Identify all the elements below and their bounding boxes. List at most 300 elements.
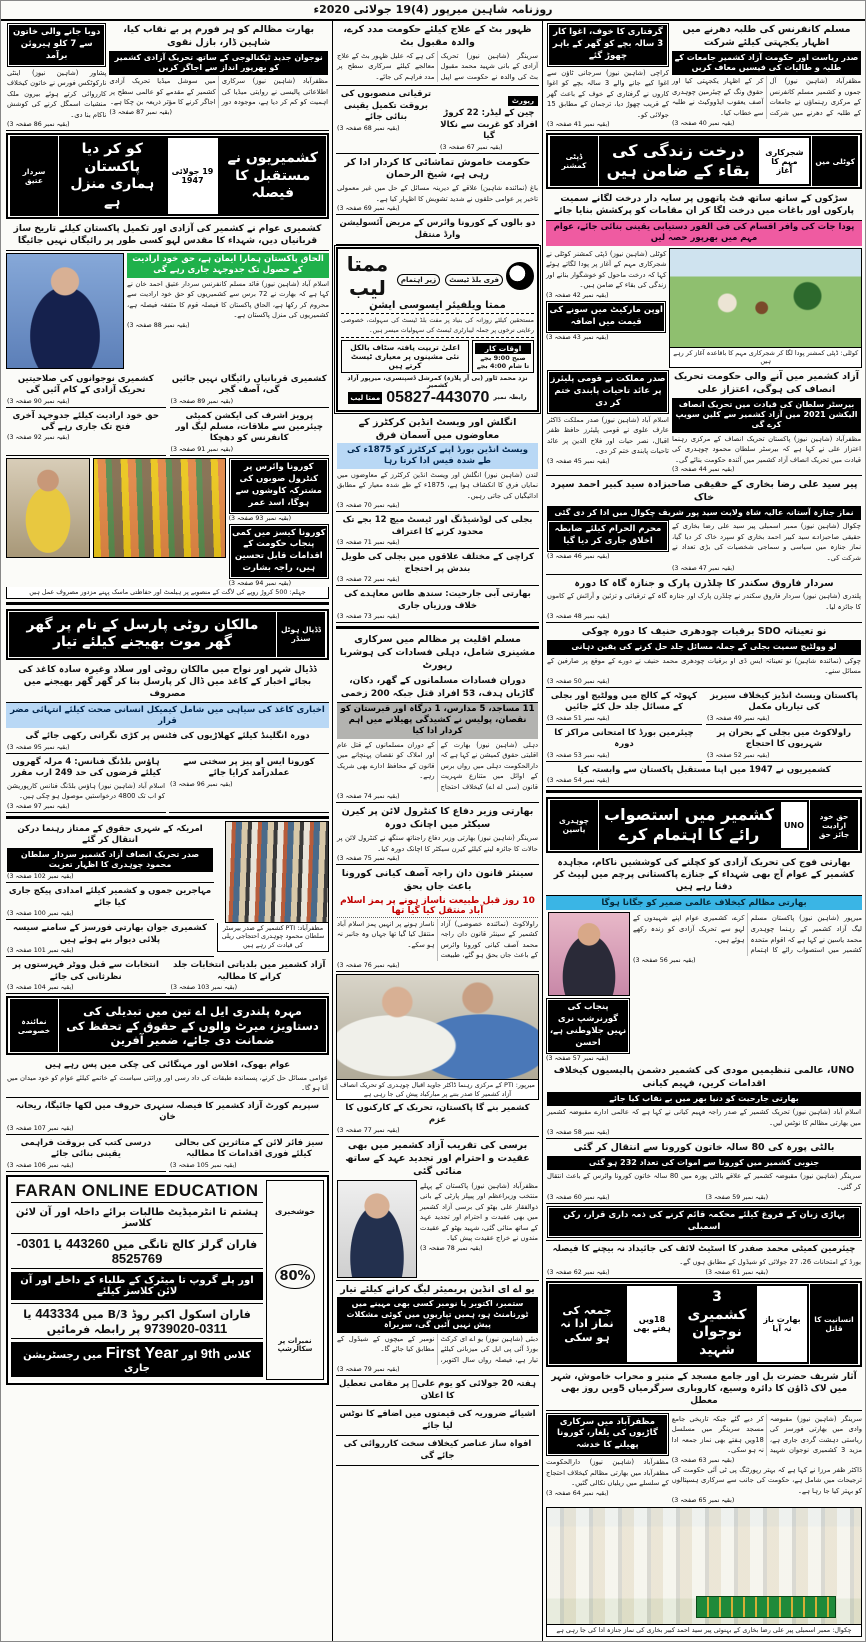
headline: آزاد کشمیر میں بلدیاتی انتخابات جلد کرانے کا مطالبہ — [173, 960, 326, 982]
banner-badge: بھارت باز نہ آیا — [757, 1286, 807, 1362]
body-text: مظفرآباد (شاہین نیوز) دارالحکومت مظفرآباد میں بھارتی مظالم کیخلاف احتجاج کے سلسلے میں ریلیاں نکالی گئیں۔ — [546, 1458, 669, 1488]
banner-side-left: چوہدری یاسین — [549, 800, 599, 850]
continuation-ref: (بقیہ نمبر 90 صفحہ 3) — [7, 397, 70, 405]
banner-kashmir-1947 — [6, 133, 329, 219]
article-balti — [546, 1139, 862, 1204]
banner-subline: ڈڈیال شہر اور نواح میں مالکان روٹی اور سلاد وغیرہ سادہ کاغذ کی بجائے اخبار کے کاغذ میں ڈال کر پارسل بنا کر گھر گھر بھیجنے میں مصروف — [6, 662, 329, 703]
continuation-ref: (بقیہ نمبر 48 صفحہ 3) — [547, 613, 610, 621]
uno-label: UNO — [781, 802, 807, 848]
pti-congrats-photo-block — [336, 974, 539, 1100]
body-text: ڈاکٹر ظفر مرزا نے کہا ہے کہ بہتر رپورٹنگ پی ٹی آئی حکومت کی ترجیحات میں شامل ہے، حکومت کی جانب سے سرکاری ہسپتالوں کو بہتر کیا جا رہا ہے۔ — [671, 1465, 862, 1495]
headline: کراچی کے مختلف علاقوں میں بجلی کی طویل بندش پر احتجاج — [341, 552, 534, 574]
trees-side-col — [546, 248, 666, 368]
headline: انگلش اور ویسٹ انڈین کرکٹرز کے معاوضوں میں آسمان فرق — [358, 416, 517, 441]
left-band-dadyal — [6, 602, 329, 729]
highlight-strip-gray: 11 مساجد، 5 مدارس، 1 درگاہ اور قبرستان کو نقصان، پولیس نے کشیدگی پھیلانے میں اہم کردار ادا کیا — [337, 703, 538, 739]
black-headline-open-market: اوپن مارکیٹ میں سونے کی قیمت میں اضافہ — [546, 301, 666, 333]
continuation-ref: (بقیہ نمبر 61 صفحہ 3) — [705, 1269, 769, 1277]
black-headline: محرم الحرام کیلئے ضابطہ اخلاق جاری کر دیا گیا — [547, 520, 669, 552]
photo-caption: جہلم: 500 کروڑ روپے کی لاگت کے منصوبے پر ہیلمٹ اور حفاظتی ماسک پہنے مزدور مصروف عمل ہیں — [6, 587, 329, 599]
coffin-shape — [696, 1596, 836, 1618]
headline: ہاؤس بلڈنگ فنانس: 4 مرلہ گھروں کیلئے قرضوں کی حد 249 ارب مقرر — [11, 756, 161, 779]
body-text: اسلام آباد (شاہین نیوز) قائد مسلم کانفرنس سردار عتیق احمد خان نے کہا ہے کہ بھارت نے 72 برس سے کشمیریوں کو حق خود ارادیت سے محروم کر رکھا ہے، الحاق پاکستان کا فیصلہ قوم کا متفقہ فیصلہ ہے، کشمیریوں کی منزل پاکستان ہے۔ — [127, 279, 329, 320]
continuation-ref: (بقیہ نمبر 43 صفحہ 3) — [546, 333, 609, 341]
mumtaz-lab-name: ممتا لیب — [346, 252, 389, 301]
continuation-ref: (بقیہ نمبر 68 صفحہ 3) — [337, 124, 400, 132]
banner-qatil — [546, 1281, 862, 1367]
lead-row — [6, 253, 329, 369]
faran-line2-pre: فاران گرلز کالج تانگی میں — [113, 1237, 258, 1251]
banner-side-right: ڈڈیال ہوٹل سنڈر — [276, 612, 326, 657]
continuation-ref: (بقیہ نمبر 73 صفحہ 3) — [337, 612, 400, 620]
continuation-ref: (بقیہ نمبر 91 صفحہ 3) — [170, 445, 234, 453]
working-hours-box — [472, 340, 534, 373]
article-97 — [6, 754, 166, 813]
headline: چیئرمین بورڈ کا امتحانی مراکز کا دورہ — [554, 727, 694, 750]
banner-headline: مہرہ پلندری ایل اے تین میں تبدیلی کی دستاویز، میرٹ والوں کے حقوق کے تحفظ کی ضمانت دی جائے، ضمیر آفرین — [66, 1004, 319, 1047]
continuation-ref: (بقیہ نمبر 45 صفحہ 3) — [547, 457, 610, 465]
continuation-ref: (بقیہ نمبر 102 صفحہ 3) — [7, 873, 74, 881]
body-text: دہلی (شاہین نیوز) بھارت کے اقلیتی حقوق کمیشن نے کہا ہے کہ دارالحکومت دہلی میں رواں برس کے اوائل میں متنازع شہریت قانون (سی اے اے) کیخلاف احتجاج کے دوران مسلمانوں کے قتل عام اور املاک کو نقصان پہنچانے میں قانون کے محافظ ادارے بھی شریک رہے۔ — [337, 740, 538, 791]
article-pahari — [546, 1204, 862, 1241]
black-headline: صدر مملکت نے قومی پلیئرز پر عائد تاحیات پابندی ختم کر دی — [547, 370, 669, 414]
continuation-ref: (بقیہ نمبر 105 صفحہ 3) — [170, 1161, 237, 1169]
highlight-strip-blue: اخباری کاغذ کی سیاہی میں شامل کیمیکل انسانی صحت کیلئے انتہائی مضر قرار — [6, 703, 329, 728]
article-49 — [706, 688, 862, 725]
scholarship-note: نمبرات پر سکالرشپ — [277, 1336, 313, 1353]
article-106 — [6, 1135, 166, 1172]
trees-photo-wrap — [669, 248, 862, 368]
mumtaz-address: نزد محمد ٹاور (بی آر پلازہ) کمرشل ڈسپنسری، میرپور آزاد کشمیر — [347, 374, 528, 389]
body-text: لندن (شاہین نیوز) انگلش اور ویسٹ انڈین کرکٹرز کے معاوضوں میں نمایاں فرق کا انکشاف ہوا ہے، 1875ء کے طے شدہ معیار کے مطابق ادائیگیاں کی جاتی رہیں۔ — [337, 470, 538, 500]
article-107 — [6, 1098, 329, 1135]
article-92 — [6, 408, 166, 456]
or-word: یا — [53, 1237, 63, 1251]
workers-crowd-photo — [93, 458, 226, 558]
article-71 — [336, 512, 539, 549]
article-us-leader — [6, 821, 214, 884]
headline: بھارتی وزیر دفاع کا کنٹرول لائن پر کیرن سیکٹر میں اچانک دورہ — [341, 806, 534, 831]
faran-line3-post: پر رابطہ فرمائیں — [46, 1322, 141, 1336]
continuation-ref: (بقیہ نمبر 64 صفحہ 3) — [546, 1489, 609, 1497]
article-87 — [109, 23, 328, 128]
body-text: سرینگر (شاہین نیوز) بھارتی وزیر دفاع راجناتھ سنگھ نے کنٹرول لائن پر حالات کا جائزہ لینے کیلئے کیرن سیکٹر کا اچانک دورہ کیا۔ — [337, 834, 538, 853]
banner-side-right: انسانیت کا قاتل — [809, 1284, 859, 1364]
headline: پرویز اشرف کی ایکشن کمیٹی چیئرمین سے ملاقات، مسلم لیگ اور کانفرنس کو دھچکا — [175, 410, 324, 444]
continuation-ref: (بقیہ نمبر 78 صفحہ 3) — [420, 1244, 483, 1252]
sub-headline-bar: صدر تحریک انصاف آزاد کشمیر سردار سلطان محمود چوہدری کا اظہار تعزیت — [7, 848, 213, 873]
headline: پاکستان ویسٹ انڈیز کیخلاف سیریز کی تیاریاں مکمل — [710, 690, 858, 713]
headline: حق خود ارادیت کیلئے جدوجہد آخری فتح تک جاری رہے گی — [12, 410, 159, 433]
headline: حکومت خاموش تماشائی کا کردار ادا کر رہی ہے، شیخ الرحمان — [344, 156, 531, 181]
sub-headline-bar: بھارتی جارحیت کو دنیا بھر میں بے نقاب کیا جائے — [547, 1092, 861, 1106]
black-headline-governor: پنجاب کی گورنرشپ نری نہیں جلاوطنی ہے، احسن — [546, 998, 630, 1054]
mumtaz-side-label: ممتا لیب — [350, 393, 381, 402]
good-news-label: خوشخبری — [275, 1206, 315, 1216]
body-text: پشاور (شاہین نیوز) اینٹی نارکوٹکس فورس نے خاتون کیخلاف کارروائی کرتے ہوئے بیرون ملک منشیات اسمگل کرنے کی کوشش ناکام بنا دی۔ — [7, 68, 107, 119]
banner-side-left: سردار عتیق — [9, 136, 59, 216]
continuation-ref: (بقیہ نمبر 93 صفحہ 3) — [228, 514, 292, 522]
article-bukhari — [546, 476, 862, 574]
banner-mehra — [6, 996, 329, 1055]
highlight-strip-green: الحاق پاکستان ہمارا ایمان ہے، حق خود ارادیت کے حصول تک جدوجہد جاری رہے گی — [127, 253, 329, 278]
column-right — [543, 21, 865, 1641]
mumtaz-phone-number: 05827-443070 — [386, 388, 490, 406]
continuation-ref: (بقیہ نمبر 100 صفحہ 3) — [7, 910, 74, 918]
hours-label: اوقات کار — [475, 343, 531, 354]
rally-row — [6, 821, 329, 958]
photo-caption: کوٹلی: ڈپٹی کمشنر پودا لگا کر شجرکاری مہم کا باقاعدہ آغاز کر رہے ہیں — [669, 348, 862, 368]
right-small-articles — [546, 688, 862, 787]
body-text: میرپور (شاہین نیوز) پاکستان مسلم لیگ آزاد کشمیر کے رہنما چوہدری محمد یاسین نے کہا ہے کہ اقوام متحدہ کشمیر میں استصواب رائے کا اہتمام کرے، کشمیری عوام اپنے شہیدوں کے لہو سے تحریک آزادی کو زندہ رکھے ہوئے ہیں۔ — [633, 914, 862, 955]
continuation-ref: (بقیہ نمبر 76 صفحہ 3) — [337, 961, 400, 969]
continuation-ref: (بقیہ نمبر 62 صفحہ 3) — [547, 1269, 610, 1277]
black-headline-asad-umar: کورونا وائرس پر کنٹرول صوبوں کی مشترکہ کاوشوں سے ہوگا، اسد عمر — [229, 458, 329, 514]
red-subline: 10 روز قبل طبیعت ناساز ہونے پر پمز اسلام آباد منتقل کیا گیا تھا — [337, 895, 538, 918]
highlight-strip-cyan: بھارتی مظالم کیخلاف عالمی ضمیر کو جگانا ہوگا — [546, 896, 862, 910]
continuation-ref: (بقیہ نمبر 53 صفحہ 3) — [547, 751, 610, 759]
zair-ehtimam-tag: زیر اہتمام — [397, 274, 440, 286]
article-sdo — [546, 623, 862, 687]
headline: عوام بھوک، افلاس اور مہنگائی کی چکی میں پس رہے ہیں — [44, 1060, 291, 1071]
continuation-ref: (بقیہ نمبر 59 صفحہ 3) — [705, 1194, 769, 1202]
headline: پیر سید علی رضا بخاری کے حقیقی صاحبزادہ سید کبیر احمد سپرد خاک — [550, 479, 858, 504]
article-89 — [170, 371, 330, 408]
sardar-attique-portrait-photo — [6, 253, 124, 369]
quality-note: اعلیٰ تربیت یافتہ سٹاف بالکل نئی مشینوں پر معیاری ٹیسٹ کرتے ہیں — [341, 340, 469, 373]
black-headline: دوبا جانے والی خاتون سے 7 کلو ہیروئن برآمد — [7, 23, 106, 67]
continuation-ref: (بقیہ نمبر 94 صفحہ 3) — [228, 580, 292, 588]
article-90 — [6, 371, 166, 408]
sub-headline: دوران فسادات مسلمانوں کے گھر، دکان، گاڑیاں ہدف، 53 افراد قتل جبکہ 200 زخمی — [337, 673, 538, 702]
photo-caption: میرپور: PTI کے مرکزی رہنما ڈاکٹر جاوید اقبال چوہدری کو تحریک انصاف آزاد کشمیر کا صدر بننے پر مبارکباد پیش کی جا رہی ہے — [336, 1080, 539, 1100]
middle-band-delhi — [336, 626, 539, 972]
right-row-pti — [546, 368, 862, 476]
photo-caption: مظفرآباد: PTI کشمیر کے صدر بیرسٹر سلطان محمود چوہدری احتجاجی ریلی کی قیادت کر رہے ہیں — [217, 923, 329, 952]
mumtaz-org-name: ممتا ویلفیئر ایسوسی ایشن — [341, 300, 534, 314]
headline: کشمیری قربانیاں رائیگاں نہیں جائیں گی، آصف گجر — [171, 373, 327, 396]
or-word: یا — [23, 1307, 32, 1321]
faran-school-line — [11, 1303, 263, 1339]
headline: چین کے لیڈر: 22 کروڑ افراد کو غربت سے نکالا گیا — [440, 108, 538, 142]
banner-dadyal — [6, 609, 329, 660]
continuation-ref: (بقیہ نمبر 46 صفحہ 3) — [547, 553, 610, 561]
headline: مسلم اقلیت پر مظالم میں سرکاری مشینری شامل، دہلی فسادات کی ہوشربا رپورٹ — [339, 633, 536, 671]
hours-evening: تا شام 4:00 بجے — [476, 361, 530, 370]
continuation-ref: (بقیہ نمبر 47 صفحہ 3) — [671, 564, 735, 572]
article-muharram — [547, 520, 669, 571]
headline: اشیائے ضروریہ کی قیمتوں میں اضافے کا نوٹس لیا جائے — [339, 1409, 536, 1431]
body-text: چوکی (نمائندہ شاہین) نو تعیناتہ ایس ڈی او برقیات چودھری محمد حنیف نے دورے کے موقع پر صارفین کے مسائل سنے۔ — [547, 656, 861, 676]
banner-kicker: شجرکاری مہم کا آغاز — [759, 138, 809, 184]
body-text: سرینگر (شاہین نیوز) مقبوضہ وادی میں بھارتی فورسز کی ریاستی دہشت گردی جاری ہے، مزید 3 کشمیری نوجوان شہید کر دیے گئے جبکہ تاریخی جامع مسجد سرینگر میں مسلسل 18ویں ہفتے بھی نماز جمعہ ادا نہ ہو سکی۔ — [671, 1414, 863, 1455]
headline: افواہ ساز عناصر کیخلاف سخت کارروائی کی جائے گی — [343, 1439, 532, 1461]
rally-photo-wrap — [217, 821, 329, 958]
article-54 — [546, 762, 862, 787]
article-sheikh — [336, 154, 539, 216]
rally-side-articles — [6, 821, 214, 958]
article-72 — [336, 549, 539, 586]
headline: سیز فائر لائن کے متاثرین کی بحالی کیلئے فوری اقدامات کا مطالبہ — [174, 1137, 324, 1160]
continuation-ref: (بقیہ نمبر 86 صفحہ 3) — [7, 121, 70, 129]
column-middle — [333, 21, 543, 1641]
faran-phone-4: 0311-9739020 — [144, 1320, 228, 1336]
bilawal-portrait-photo — [337, 1180, 417, 1278]
article-68 — [336, 86, 436, 153]
continuation-ref: (بقیہ نمبر 106 صفحہ 3) — [7, 1161, 74, 1169]
banner-headline: کشمیریوں نے مستقبل کا فیصلہ — [227, 150, 318, 202]
banner-subline: سڑکوں کے ساتھ ساتھ فٹ پاتھوں پر سایہ دار درخت لگانے سمیت پارکوں اور باغات میں درخت لگا کر ان مقامات کو پرکشش بنایا جائے — [546, 191, 862, 220]
headline: بالٹی پورہ کی 80 سالہ خاتون کورونا سے انتقال کر گئی — [573, 1142, 835, 1154]
banner-subline: بھارتی فوج کی تحریک آزادی کو کچلنے کی کوششیں ناکام، مجاہدہ کشمیر کے عوام آج بھی شہداء کے جنازے پاکستانی پرچم میں لپیٹ کر دفنا رہے ہیں — [546, 855, 862, 896]
body-text: اسلام آباد (شاہین نیوز) صدر مملکت ڈاکٹر عارف علوی نے قومی پلیئرز حافظ ظفر اقبال، نصر حیات اور فلاح الدین پر عائد تاحیات پابندی ختم کر دی۔ — [547, 415, 669, 456]
body-text: سرینگر (شاہین نیوز) مقبوضہ کشمیر کے علاقے بالٹی پورہ میں 80 سالہ خاتون کورونا وائرس کے باعث انتقال کر گئی۔ — [547, 1172, 861, 1191]
headline: کہوٹہ کے کالج میں وولٹیج اور بجلی کے مسائل جلد حل کئے جائیں — [550, 690, 698, 713]
sub-headline-bar: ستمبر، اکتوبر یا نومبر کسی بھی مہینے میں ٹورنامنٹ ہو، ہمیں تیاریوں میں کوئی مشکلات پیش نہیں آئیں گی، سربراہ — [337, 1297, 538, 1332]
continuation-ref: (بقیہ نمبر 41 صفحہ 3) — [547, 121, 610, 129]
highlight-strip-blue: ویسٹ انڈین بورڈ اپنے کرکٹرز کو 1875ء کی طے شدہ فیس ادا کرتا رہا — [337, 443, 538, 468]
headline: انتخابات سے قبل ووٹر فہرستوں پر نظرثانی کی جائے — [12, 960, 159, 982]
continuation-ref: (بقیہ نمبر 72 صفحہ 3) — [337, 576, 400, 584]
faran-registration-bar — [11, 1342, 263, 1377]
article-ipl — [336, 1281, 539, 1377]
headline: سینئر قانون دان راجہ آصف کیانی کورونا باعث جاں بحق — [341, 868, 534, 892]
body-text: اسلام آباد (شاہین نیوز) تحریک کشمیر کے صدر راجہ فہیم کیانی نے کہا ہے کہ عالمی ادارے مقبوضہ کشمیر میں بھارتی مظالم کا نوٹس لیں۔ — [547, 1108, 861, 1127]
continuation-ref: (بقیہ نمبر 63 صفحہ 3) — [671, 1456, 735, 1464]
continuation-ref: (بقیہ نمبر 54 صفحہ 3) — [547, 777, 610, 784]
continuation-ref: (بقیہ نمبر 69 صفحہ 3) — [337, 205, 400, 213]
body-text: مظفرآباد (شاہین نیوز) آل جموں و کشمیر مسلم کانفرنس کے مرکزی رہنماؤں نے جامعات کے طلبہ کے دھرنے میں شرکت کر کے اظہار یکجہتی کیا اور حقوق ونگ کے چیئرمین چوہدری آصف یعقوب ایڈووکیٹ نے طلبہ سے خطاب کیا۔ — [671, 77, 861, 117]
continuation-ref: (بقیہ نمبر 88 صفحہ 3) — [127, 321, 190, 329]
continuation-ref: (بقیہ نمبر 103 صفحہ 3) — [170, 984, 238, 992]
headline: کورونا ایس او پیز پر سختی سے عملدرآمد کرایا جائے — [183, 756, 315, 779]
continuation-ref: (بقیہ نمبر 40 صفحہ 3) — [671, 119, 735, 127]
sub-headline-bar: بیرسٹر سلطان کی قیادت میں تحریک انصاف الیکشن 2021 میں آزاد کشمیر سے کلین سویپ کرے گی — [672, 398, 861, 433]
ad-mumtaz-lab — [337, 248, 538, 411]
faran-phone-3: 443334 — [35, 1305, 79, 1321]
left-band-rally — [6, 816, 329, 995]
headline: UNO، عالمی تنظیمیں مودی کی کشمیر دشمن پالیسیوں کیخلاف اقدامات کریں، فہیم کیانی — [553, 1065, 855, 1089]
headline: برسی کی تقریب آزاد کشمیر میں بھی عقیدت و احترام اور تجدید عہد کے ساتھ منائی گئی — [345, 1140, 530, 1177]
continuation-ref: (بقیہ نمبر 107 صفحہ 3) — [7, 1124, 74, 1132]
banner-headline-tail: جمعہ کی نماز ادا نہ ہو سکی — [560, 1303, 614, 1345]
continuation-ref: (بقیہ نمبر 49 صفحہ 3) — [707, 714, 770, 722]
janazah-photo-block — [546, 1507, 862, 1637]
article-isolation — [336, 215, 539, 245]
continuation-ref: (بقیہ نمبر 101 صفحہ 3) — [7, 947, 74, 955]
article-muslim-conference — [672, 23, 861, 128]
continuation-ref: (بقیہ نمبر 87 صفحہ 3) — [109, 109, 172, 116]
headline: بجلی کی لوڈشیڈنگ اور ٹیسٹ میچ 12 بجے تک محدود کرنے کا اعتراف — [342, 515, 533, 537]
article-president — [547, 370, 669, 473]
continuation-ref: (بقیہ نمبر 75 صفحہ 3) — [337, 855, 400, 863]
uno-body — [633, 912, 862, 1062]
black-headline-basharat: کورونا کیسز میں کمی پنجاب حکومت کے اقدامات قابل تحسین ہیں، راجہ بشارت — [229, 524, 329, 580]
sub-headline-bar: نماز جنازہ آستانہ عالیہ شاہ ولایت سید پور شریف چکوال میں ادا کر دی گئی — [547, 506, 861, 520]
faran-line1: ہشتم تا انٹرمیڈیٹ طالبات برائے داخلہ اور آن لائن کلاسز — [15, 1206, 259, 1229]
pti-rally-photo — [225, 821, 329, 923]
banner-side-right: کوٹلی میں — [811, 136, 859, 186]
continuation-ref: (بقیہ نمبر 44 صفحہ 3) — [671, 466, 735, 474]
uno-photo-col — [546, 912, 630, 1062]
headline: درسی کتب کی بروقت فراہمی یقینی بنائی جائے — [20, 1137, 152, 1160]
black-headline: گرفتاری کا خوف، اغوا کار 3 سالہ بچے کو گھر کے باہر چھوڑ گئے — [547, 23, 669, 67]
headline: کشمیریوں نے 1947 میں اپنا مستقبل پاکستان سے وابستہ کیا — [577, 764, 831, 775]
article-kidnap — [547, 23, 669, 128]
headline: کشمیری نوجوانوں کی صلاحیتیں تحریک آزادی کے کام آئیں گی — [17, 373, 154, 396]
sub-headline-bar: جنوبی کشمیر میں کورونا سے اموات کی تعداد 232 ہو گئی — [547, 1156, 861, 1170]
article-farooq — [546, 575, 862, 624]
headline: سردار فاروق سکندر کا چلڈرن پارک و جنازہ گاہ کا دورہ — [574, 577, 834, 589]
qatil-body — [672, 1413, 862, 1505]
article-rumors — [336, 1436, 539, 1466]
article-73 — [336, 586, 539, 623]
right-top-row — [546, 21, 862, 131]
article-103 — [170, 957, 330, 994]
article-pti-azad — [672, 370, 861, 473]
body-text: باغ (نمائندہ شاہین) علاقے کے دیرینہ مسائل کے حل میں غیر معمولی تاخیر پر عوامی حلقوں نے شدید تشویش کا اظہار کیا ہے۔ — [337, 184, 538, 203]
black-headline: مظفرآباد میں سرکاری گاڑیوں کی یلغار، کورونا پھیلنے کا خدشہ — [546, 1413, 669, 1457]
headline: ہفتہ 20 جولائی کو یوم علیؓ پر مقامی تعطیل کا اعلان — [339, 1379, 536, 1401]
faran-phone-2: 0301-8525769 — [16, 1235, 163, 1266]
article-77 — [336, 1100, 539, 1137]
left-small-articles-1 — [6, 371, 329, 456]
continuation-ref: (بقیہ نمبر 71 صفحہ 3) — [337, 539, 400, 547]
faran-scholarship-box — [266, 1180, 324, 1380]
continuation-ref: (بقیہ نمبر 60 صفحہ 3) — [547, 1194, 610, 1202]
continuation-ref: (بقیہ نمبر 95 صفحہ 3) — [7, 743, 70, 751]
headline: دو بالوں کے کورونا وائرس کے مریض آئسولیشن وارڈ منتقل — [339, 218, 536, 240]
article-53 — [546, 725, 702, 762]
headline: راولاکوٹ میں بجلی کے بحران پر شہریوں کا احتجاج — [717, 727, 851, 750]
continuation-ref: (بقیہ نمبر 50 صفحہ 3) — [547, 677, 610, 685]
article-51 — [546, 688, 702, 725]
faran-phone-1: 443260 — [65, 1235, 110, 1251]
bukhari-body — [672, 520, 861, 571]
article-awam — [6, 1057, 329, 1098]
article-prices — [336, 1406, 539, 1436]
class-word: کلاس — [223, 1349, 251, 1361]
first-year-label: First Year — [105, 1344, 179, 1362]
headline: مسلم کانفرنس کی طلبہ دھرنے میں اظہار یکجہتی کیلئے شرکت — [682, 24, 851, 48]
faran-girls-college-line — [11, 1233, 263, 1269]
article-delhi-riots — [336, 631, 539, 804]
continuation-ref: (بقیہ نمبر 74 صفحہ 3) — [337, 793, 400, 801]
funeral-prayer-photo — [546, 1507, 862, 1625]
article-zahoor — [336, 21, 539, 86]
body-text: بورڈ کے امتحانات 26، 27 جولائی کو شیڈول کے مطابق ہوں گے۔ — [679, 1257, 861, 1266]
scholarship-percent: 80% — [275, 1264, 314, 1289]
continuation-ref: (بقیہ نمبر 79 صفحہ 3) — [337, 1366, 400, 1374]
highlight-strip-pink: پودا جات کی وافر اقسام کی فی الفور دستیابی یقینی بنائی جائے، عوام مہم میں بھرپور حصہ لیں — [546, 221, 862, 246]
phone-label: رابطہ نمبر — [493, 394, 527, 402]
yasin-portrait-photo — [548, 912, 630, 996]
continuation-ref: (بقیہ نمبر 56 صفحہ 3) — [633, 956, 696, 964]
uno-row — [546, 912, 862, 1062]
tree-planting-photo — [669, 248, 862, 348]
headline: کشمیری جوان بھارتی فورسز کے سامنے سیسہ پلائی دیوار بنے ہوئے ہیں — [13, 923, 207, 945]
banner-subline: کشمیری عوام نے کشمیر کی آزادی اور تکمیل پاکستان کیلئے تاریخ ساز قربانیاں دیں، شہداء کا مقدس لہو کسی طور پر رائیگاں نہیں جائیگا — [6, 221, 329, 250]
banner-headline: درخت زندگی کی بقاء کے ضامن ہیں — [606, 141, 750, 181]
banner-uno — [546, 797, 862, 853]
article-muzaffarabad — [546, 1413, 669, 1505]
body-text: چکوال (شاہین نیوز) ممبر اسمبلی پیر سید علی رضا بخاری کے حقیقی صاحبزادے سید کبیر احمد بخاری کو سپرد خاک کر دیا گیا، نماز جنازہ میں سیاسی و سماجی شخصیات کی بڑی تعداد نے شرکت کی۔ — [671, 522, 861, 562]
banner-headline: کشمیر میں استصواب رائے کا اہتمام کرے — [604, 805, 774, 844]
continuation-ref: (بقیہ نمبر 52 صفحہ 3) — [707, 751, 770, 759]
trees-photo-row — [546, 248, 862, 368]
lead-body-col — [127, 253, 329, 369]
article-barsi — [336, 1137, 539, 1280]
continuation-ref: (بقیہ نمبر 67 صفحہ 3) — [440, 143, 503, 151]
article-52 — [706, 725, 862, 762]
banner-side-left: ڈپٹی کمشنر — [549, 136, 599, 186]
headline: ظہور بٹ کے علاج کیلئے حکومت مدد کرے، والدہ مقبول بٹ — [343, 24, 532, 48]
body-text: پلندری (شاہین نیوز) سردار فاروق سکندر نے چلڈرن پارک اور جنازہ گاہ کے ترقیاتی و تزئین و آرائش کے کاموں کا جائزہ لیا۔ — [547, 592, 861, 611]
headline: امریکہ کے شہری حقوق کے ممتاز رہنما درکن انتقال کر گئے — [17, 823, 203, 846]
hours-morning: صبح 9:00 بجے — [480, 353, 526, 362]
two-men-flowers-photo — [336, 974, 539, 1080]
ad-faran-online-education — [6, 1175, 329, 1385]
continuation-ref: (بقیہ نمبر 42 صفحہ 3) — [546, 291, 609, 299]
headline: چیئرمین کمیٹی محمد صفدر کا اسٹیٹ لائف کی جائیداد نہ بیچنے کا فیصلہ — [552, 1244, 856, 1255]
headline: سپریم کورٹ آزاد کشمیر کا فیصلہ سنہری حروف میں لکھا جائیگا، ریحانہ خان — [15, 1100, 320, 1123]
headline: کشمیر بنے گا پاکستان، تحریک کے کارکنوں کا عزم — [345, 1103, 530, 1125]
headline: بھارتی آبی جارحیت: سندھ طاس معاہدے کی خلاف ورزیاں جاری — [344, 589, 531, 611]
banner-side-left: نمائندہ خصوصی — [9, 999, 59, 1052]
sub-headline-bar: صدر ریاست اور حکومت آزاد کشمیر جامعات کے طلبہ و طالبات کی فیسیں معاف کریں — [672, 51, 861, 76]
continuation-ref: (بقیہ نمبر 89 صفحہ 3) — [170, 397, 234, 405]
left-top-row — [6, 21, 329, 131]
workers-photos-row — [6, 458, 329, 587]
covid-boxes-col — [229, 458, 329, 587]
registration-text: میں رجسٹریشن جاری — [23, 1349, 150, 1374]
body-text: مظفرآباد (شاہین نیوز) پاکستان کے پہلے منتخب وزیراعظم اور پیپلز پارٹی کے بانی ذوالفقار علی بھٹو کی برسی آزاد کشمیر میں بھی عقیدت و احترام اور تجدید عہد کے ساتھ منائی گئی، شہید بھٹو کے عقیدت مندوں نے خراج عقیدت پیش کیا۔ — [420, 1181, 538, 1243]
mumtaz-logo-icon — [506, 262, 534, 290]
banner-trees — [546, 133, 862, 189]
class-9th: 9th — [200, 1345, 221, 1361]
banner-headline: مالکان روٹی پارسل کے نام پر گھر گھر موت بھیجنے کیلئے تیار — [26, 616, 259, 651]
man-yellow-shirt-photo — [6, 458, 90, 558]
article-100 — [6, 883, 214, 920]
faran-title: FARAN ONLINE EDUCATION — [11, 1180, 263, 1203]
headline: مہاجرین جموں و کشمیر کیلئے امدادی پیکج جاری کیا جائے — [8, 886, 212, 908]
body-text: راولاکوٹ (نمائندہ خصوصی) آزاد کشمیر کے سینئر قانون دان راجہ محمد آصف کیانی کورونا وائرس کے باعث جاں بحق ہو گئے، طبیعت ناساز ہونے پر انہیں پمز اسلام آباد منتقل کیا گیا تھا جہاں وہ جانبر نہ ہو سکے۔ — [337, 919, 538, 960]
banner-headline-tail: کو کر دیا پاکستان ہماری منزل ہے — [70, 141, 155, 210]
continuation-ref: (بقیہ نمبر 58 صفحہ 3) — [547, 1129, 610, 1137]
faran-line3-pre: فاران اسکول اکبر روڈ B/3 میں — [82, 1307, 251, 1321]
continuation-ref: (بقیہ نمبر 77 صفحہ 3) — [337, 1127, 400, 1135]
article-67 — [439, 86, 539, 153]
sub-headline-bar: نوجوان جدید ٹیکنالوجی کے ساتھ تحریک آزادی کشمیر کو بھرپور انداز سے اجاگر کریں — [109, 51, 328, 76]
headline: یو اے ای انڈین پریمیئر لیگ کرانے کیلئے تیار — [340, 1283, 535, 1295]
left-small-articles-2 — [6, 957, 329, 994]
headline: ترقیاتی منصوبوں کی بروقت تکمیل یقینی بنائی جائے — [340, 89, 432, 123]
headline: نو تعیناتہ SDO برقیات چودھری حنیف کا دورہ چوکی — [581, 626, 827, 638]
faran-playgroup-bar: اور پلے گروپ تا میٹرک کے طلباء کے داخلے اور آن لائن کلاسز کیلئے — [11, 1272, 263, 1300]
masthead-dateline: روزنامہ شاہین میرپور (4)19 جولائی 2020ء — [1, 1, 865, 21]
article-86 — [7, 23, 106, 128]
article-91 — [170, 408, 330, 456]
article-rajnath — [336, 803, 539, 865]
body-text: کراچی (شاہین نیوز) سرجانی ٹاؤن سے اغوا کیے جانے والے 3 سالہ بچے کو اغوا کاروں نے گرفتاری کے خوف کے باعث گھر کے قریب چھوڑ دیا، ترجمان کے مطابق 15 جولائی کو۔ — [547, 68, 669, 119]
body-text: مظفرآباد (شاہین نیوز) سرکاری اطلاعاتی پالیسی نے روایتی میڈیا کی اہمیت کو کم کر دیا ہے، موجودہ دور میں سوشل میڈیا تحریک آزادی کشمیر کے مقدمے کو عالمی سطح پر اجاگر کرنے کا مؤثر ذریعہ بن چکا ہے۔ — [109, 77, 328, 107]
article-95 — [6, 728, 329, 753]
continuation-ref: (بقیہ نمبر 96 صفحہ 3) — [170, 780, 233, 788]
continuation-ref: (بقیہ نمبر 57 صفحہ 3) — [546, 1055, 609, 1063]
body-text: دبئی (شاہین نیوز) یو اے ای کرکٹ بورڈ آئی پی ایل کی میزبانی کیلئے تیار ہے، فیصلہ رواں سال اکتوبر، نومبر کے میچوں کے شیڈول کے مطابق کیا جائے گا۔ — [337, 1334, 538, 1364]
banner-side-right: حق خود ارادیت جائز حق — [809, 800, 859, 850]
sub-headline-bar: لو وولٹیج سمیت بجلی کے جملہ مسائل جلد حل کرنے کی یقین دہانی — [547, 640, 861, 654]
